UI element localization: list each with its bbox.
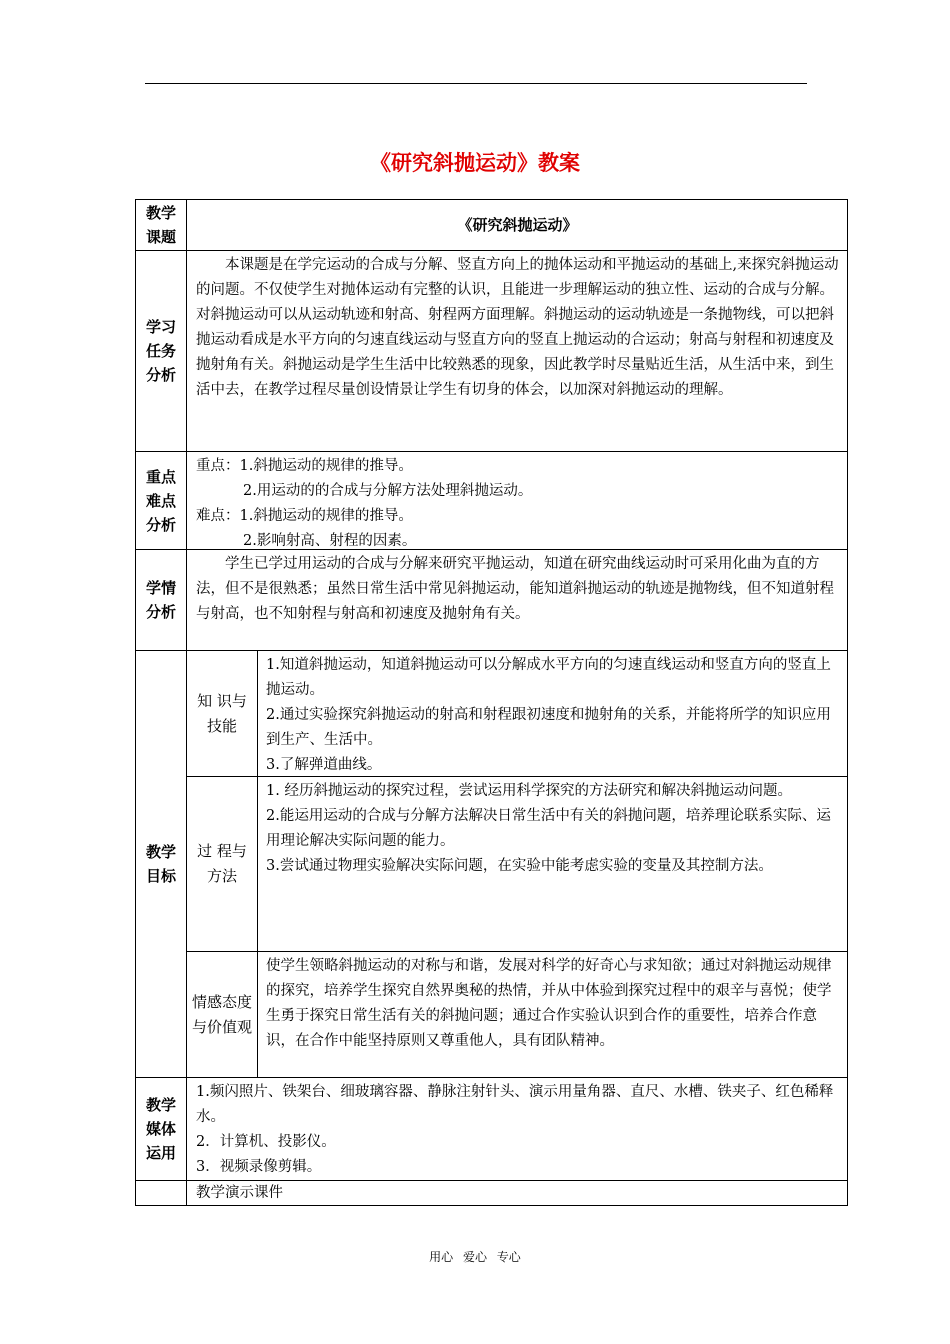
key-line: 难点：1.斜抛运动的规律的推导。 <box>196 508 413 524</box>
goal-item: 2.通过实验探究斜抛运动的射高和射程跟初速度和抛射角的关系，并能将所学的知识应用到生产、生活中。 <box>266 707 831 748</box>
goal-item: 1.知道斜抛运动，知道斜抛运动可以分解成水平方向的匀速直线运动和竖直方向的竖直上抛运动。 <box>266 657 831 698</box>
label-teaching-goals: 教学目标 <box>136 651 187 1077</box>
label-media-extra-empty <box>136 1181 187 1205</box>
goal-emotion-row <box>187 951 847 1077</box>
label-task-analysis: 学习任务分析 <box>136 251 187 451</box>
goal-item: 3.尝试通过物理实验解决实际问题，在实验中能考虑实验的变量及其控制方法。 <box>266 858 773 874</box>
row-teaching-media <box>136 1077 847 1180</box>
goal-knowledge-label: 知 识与技能 <box>187 651 258 776</box>
lesson-plan-table <box>135 199 848 1206</box>
key-points-text <box>187 452 847 549</box>
goals-subtable <box>187 651 847 1077</box>
row-student-situation <box>136 549 847 650</box>
row-topic <box>136 200 847 250</box>
media-item: 1.频闪照片、铁架台、细玻璃容器、静脉注射针头、演示用量角器、直尺、水槽、铁夹子、红色稀释水。 <box>196 1084 834 1125</box>
media-item: 3．视频录像剪辑。 <box>196 1159 322 1175</box>
topic-value: 《研究斜抛运动》 <box>457 215 578 234</box>
task-analysis-paragraph: 本课题是在学完运动的合成与分解、竖直方向上的抛体运动和平抛运动的基础上,来探究斜抛运动的问题。不仅使学生对抛体运动有完整的认识，且能进一步理解运动的独立性、运动的合成与分解。对斜抛运动可以从运动轨迹和射高、射程两方面理解。斜抛运动的运动轨迹是一条抛物线，可以把斜抛运动看成是水平方向的匀速直线运动与竖直方向的竖直上抛运动的合运动；射高与射程和初速度及抛射角有关。斜抛运动是学生生活中比较熟悉的现象，因此教学时尽量贴近生活，从生活中来，到生活中去，在教学过程尽量创设情景让学生有切身的体会，以加深对斜抛运动的理解。 <box>196 257 839 398</box>
student-situation-paragraph: 学生已学过用运动的合成与分解来研究平抛运动，知道在研究曲线运动时可采用化曲为直的方法，但不是很熟悉；虽然日常生活中常见斜抛运动，能知道斜抛运动的轨迹是抛物线，但不知道射程与射高，也不知射程与射高和初速度及抛射角有关。 <box>196 556 834 622</box>
row-task-analysis <box>136 250 847 451</box>
goal-emotion-paragraph: 使学生领略斜抛运动的对称与和谐，发展对科学的好奇心与求知欲；通过对斜抛运动规律的探究，培养学生探究自然界奥秘的热情，并从中体验到探究过程中的艰辛与喜悦；使学生勇于探究日常生活有关的斜抛问题；通过合作实验认识到合作的重要性，培养合作意识，在合作中能坚持原则又尊重他人，具有团队精神。 <box>266 958 832 1049</box>
goal-item: 2.能运用运动的合成与分解方法解决日常生活中有关的斜抛问题，培养理论联系实际、运用理论解决实际问题的能力。 <box>266 808 831 849</box>
row-teaching-goals <box>136 650 847 1077</box>
teaching-media-text <box>187 1078 847 1180</box>
key-line: 重点：1.斜抛运动的规律的推导。 <box>196 458 413 474</box>
header-rule <box>145 83 807 84</box>
row-key-points <box>136 451 847 549</box>
document-title: 《研究斜抛运动》教案 <box>370 151 580 175</box>
row-media-extra <box>136 1180 847 1205</box>
goal-item: 3.了解弹道曲线。 <box>266 757 382 773</box>
goal-knowledge-content <box>258 651 847 776</box>
student-situation-text <box>187 550 847 650</box>
label-teaching-media: 教学媒体运用 <box>136 1078 187 1180</box>
goal-item: 1. 经历斜抛运动的探究过程，尝试运用科学探究的方法研究和解决斜抛运动问题。 <box>266 783 792 799</box>
goal-emotion-label: 情感态度与价值观 <box>187 952 258 1077</box>
page-footer: 用心 爱心 专心 <box>429 1250 521 1264</box>
label-student-situation: 学情分析 <box>136 550 187 650</box>
goal-emotion-content <box>258 952 847 1077</box>
task-analysis-text <box>187 251 847 451</box>
goal-process-row <box>187 776 847 951</box>
goal-process-label: 过 程与方法 <box>187 777 258 951</box>
label-key-points: 重点难点分析 <box>136 452 187 549</box>
media-item: 2．计算机、投影仪。 <box>196 1134 336 1150</box>
key-line: 2.影响射高、射程的因素。 <box>243 533 417 549</box>
media-extra-text: 教学演示课件 <box>196 1185 283 1201</box>
goal-process-content <box>258 777 847 951</box>
label-topic: 教学课题 <box>136 200 187 250</box>
key-line: 2.用运动的的合成与分解方法处理斜抛运动。 <box>243 483 533 499</box>
goal-knowledge-row <box>187 651 847 776</box>
